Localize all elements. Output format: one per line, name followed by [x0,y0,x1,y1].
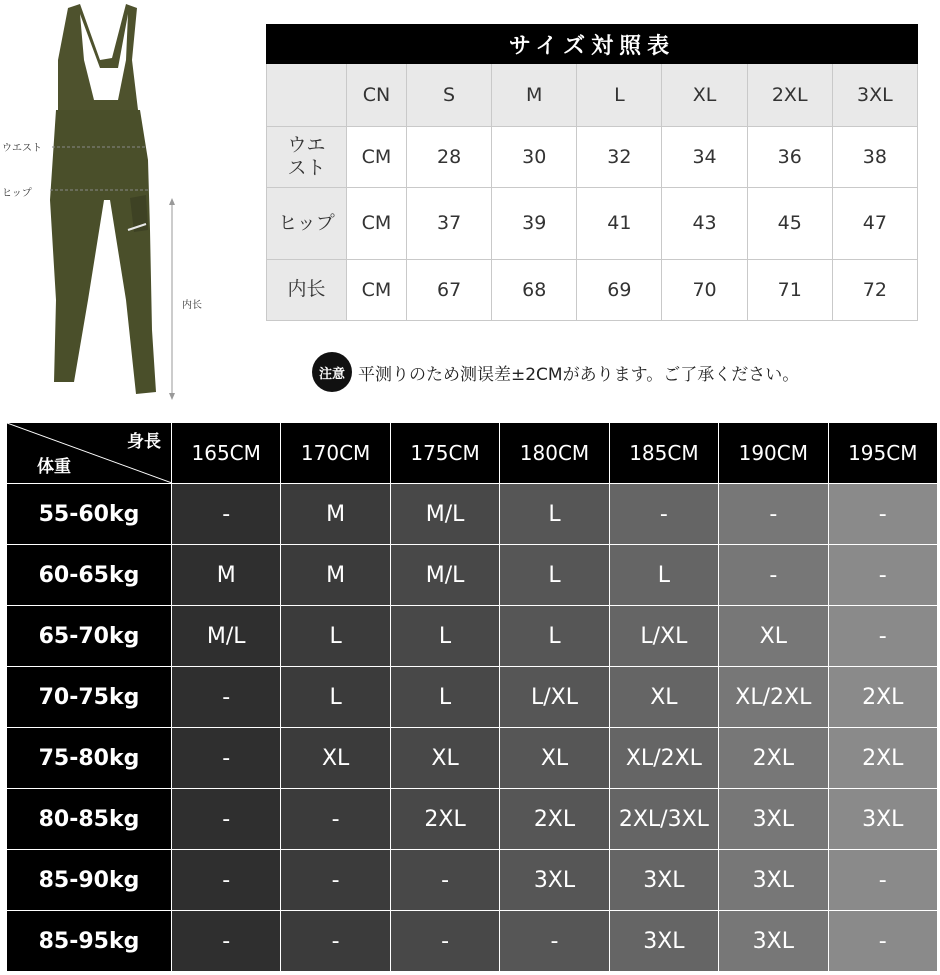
size-recommendation-cell: M [172,545,281,606]
height-header-cell: 170CM [281,423,390,484]
weight-label-cell: 55-60kg [7,484,172,545]
size-recommendation-cell: L [390,667,499,728]
size-recommendation-cell: XL [500,728,609,789]
height-axis-label: 身長 [127,432,161,452]
unit-cell: CM [347,259,407,320]
waist-label: ウエスト [2,143,42,154]
size-recommendation-cell: M/L [172,606,281,667]
value-cell: 70 [662,259,747,320]
weight-label-cell: 80-85kg [7,789,172,850]
unit-cell: CM [347,126,407,187]
value-cell: 41 [577,188,662,259]
size-recommendation-cell: - [172,789,281,850]
size-chart-row [267,188,918,259]
value-cell: 36 [747,126,832,187]
size-recommendation-cell: - [828,484,937,545]
value-cell: 34 [662,126,747,187]
size-recommendation-cell: L [500,484,609,545]
height-header-cell: 190CM [719,423,828,484]
size-recommendation-cell: L [609,545,718,606]
hip-label: ヒップ [2,188,32,199]
header-size-cell: M [492,64,577,126]
size-recommendation-cell: - [172,728,281,789]
size-recommendation-cell: 2XL [828,728,937,789]
value-cell: 72 [832,259,917,320]
size-recommendation-cell: 3XL [719,789,828,850]
value-cell: 28 [407,126,492,187]
size-recommendation-cell: L [390,606,499,667]
header-size-cell: L [577,64,662,126]
size-recommendation-cell: - [281,911,390,972]
size-recommendation-cell: - [719,545,828,606]
size-recommendation-cell: - [390,911,499,972]
weight-row [7,606,938,667]
size-recommendation-cell: - [828,545,937,606]
size-recommendation-cell: M/L [390,545,499,606]
weight-label-cell: 70-75kg [7,667,172,728]
height-header-cell: 165CM [172,423,281,484]
size-recommendation-cell: L [281,667,390,728]
value-cell: 67 [407,259,492,320]
size-recommendation-cell: - [390,850,499,911]
weight-label-cell: 60-65kg [7,545,172,606]
weight-height-table [6,422,938,972]
measurement-note [312,352,799,392]
size-recommendation-cell: 2XL [500,789,609,850]
size-recommendation-cell: XL/2XL [609,728,718,789]
size-recommendation-cell: - [172,667,281,728]
header-size-cell: S [407,64,492,126]
size-chart-row [267,126,918,187]
weight-row [7,667,938,728]
size-chart-title: サイズ対照表 [267,25,918,64]
corner-cell [7,423,172,484]
weight-row [7,484,938,545]
size-recommendation-cell: 3XL [719,911,828,972]
size-recommendation-cell: 2XL [390,789,499,850]
size-recommendation-cell: - [172,850,281,911]
weight-label-cell: 85-95kg [7,911,172,972]
size-chart-header-row [267,64,918,126]
weight-row [7,728,938,789]
size-recommendation-cell: - [828,850,937,911]
row-label-hip: ヒップ [267,188,347,259]
size-recommendation-cell: XL [609,667,718,728]
size-recommendation-cell: XL [281,728,390,789]
size-recommendation-cell: - [500,911,609,972]
height-header-cell: 175CM [390,423,499,484]
size-chart-row [267,259,918,320]
size-recommendation-cell: 3XL [719,850,828,911]
value-cell: 71 [747,259,832,320]
value-cell: 30 [492,126,577,187]
size-recommendation-cell: 2XL/3XL [609,789,718,850]
size-recommendation-cell: - [609,484,718,545]
height-header-cell: 185CM [609,423,718,484]
value-cell: 37 [407,188,492,259]
size-recommendation-cell: XL/2XL [719,667,828,728]
size-chart-table [266,24,918,321]
product-illustration [0,0,260,410]
size-recommendation-cell: 2XL [719,728,828,789]
size-recommendation-cell: - [719,484,828,545]
size-recommendation-cell: - [281,789,390,850]
height-header-cell: 195CM [828,423,937,484]
weight-label-cell: 85-90kg [7,850,172,911]
unit-cell: CM [347,188,407,259]
height-header-row [7,423,938,484]
size-recommendation-cell: 3XL [828,789,937,850]
size-recommendation-cell: 3XL [609,850,718,911]
weight-row [7,850,938,911]
weight-axis-label: 体重 [37,457,71,477]
size-recommendation-cell: L [500,606,609,667]
value-cell: 43 [662,188,747,259]
caution-badge: 注意 [312,352,352,392]
value-cell: 32 [577,126,662,187]
header-unit-cell: CN [347,64,407,126]
inseam-label: 内长 [182,300,202,311]
height-header-cell: 180CM [500,423,609,484]
weight-label-cell: 65-70kg [7,606,172,667]
size-recommendation-cell: XL [719,606,828,667]
header-size-cell: 3XL [832,64,917,126]
row-label-text: ウエスト [287,133,326,179]
value-cell: 39 [492,188,577,259]
size-recommendation-cell: 2XL [828,667,937,728]
size-recommendation-cell: - [281,850,390,911]
bib-tights-image [0,0,260,410]
size-recommendation-cell: L/XL [500,667,609,728]
size-recommendation-cell: L [281,606,390,667]
header-size-cell: 2XL [747,64,832,126]
weight-row [7,789,938,850]
header-empty-cell [267,64,347,126]
size-recommendation-cell: - [828,606,937,667]
size-recommendation-cell: M/L [390,484,499,545]
weight-label-cell: 75-80kg [7,728,172,789]
value-cell: 38 [832,126,917,187]
size-recommendation-cell: - [172,484,281,545]
size-recommendation-cell: - [828,911,937,972]
value-cell: 47 [832,188,917,259]
size-recommendation-cell: 3XL [500,850,609,911]
size-recommendation-cell: - [172,911,281,972]
header-size-cell: XL [662,64,747,126]
size-recommendation-cell: XL [390,728,499,789]
size-recommendation-cell: M [281,545,390,606]
size-recommendation-cell: M [281,484,390,545]
note-text: 平测りのため测误差±2CMがあります。ご了承ください。 [358,364,800,385]
row-label-inseam: 内长 [267,259,347,320]
weight-row [7,911,938,972]
weight-row [7,545,938,606]
row-label-waist [267,126,347,187]
value-cell: 45 [747,188,832,259]
value-cell: 68 [492,259,577,320]
value-cell: 69 [577,259,662,320]
size-recommendation-cell: 3XL [609,911,718,972]
size-recommendation-cell: L/XL [609,606,718,667]
size-recommendation-cell: L [500,545,609,606]
